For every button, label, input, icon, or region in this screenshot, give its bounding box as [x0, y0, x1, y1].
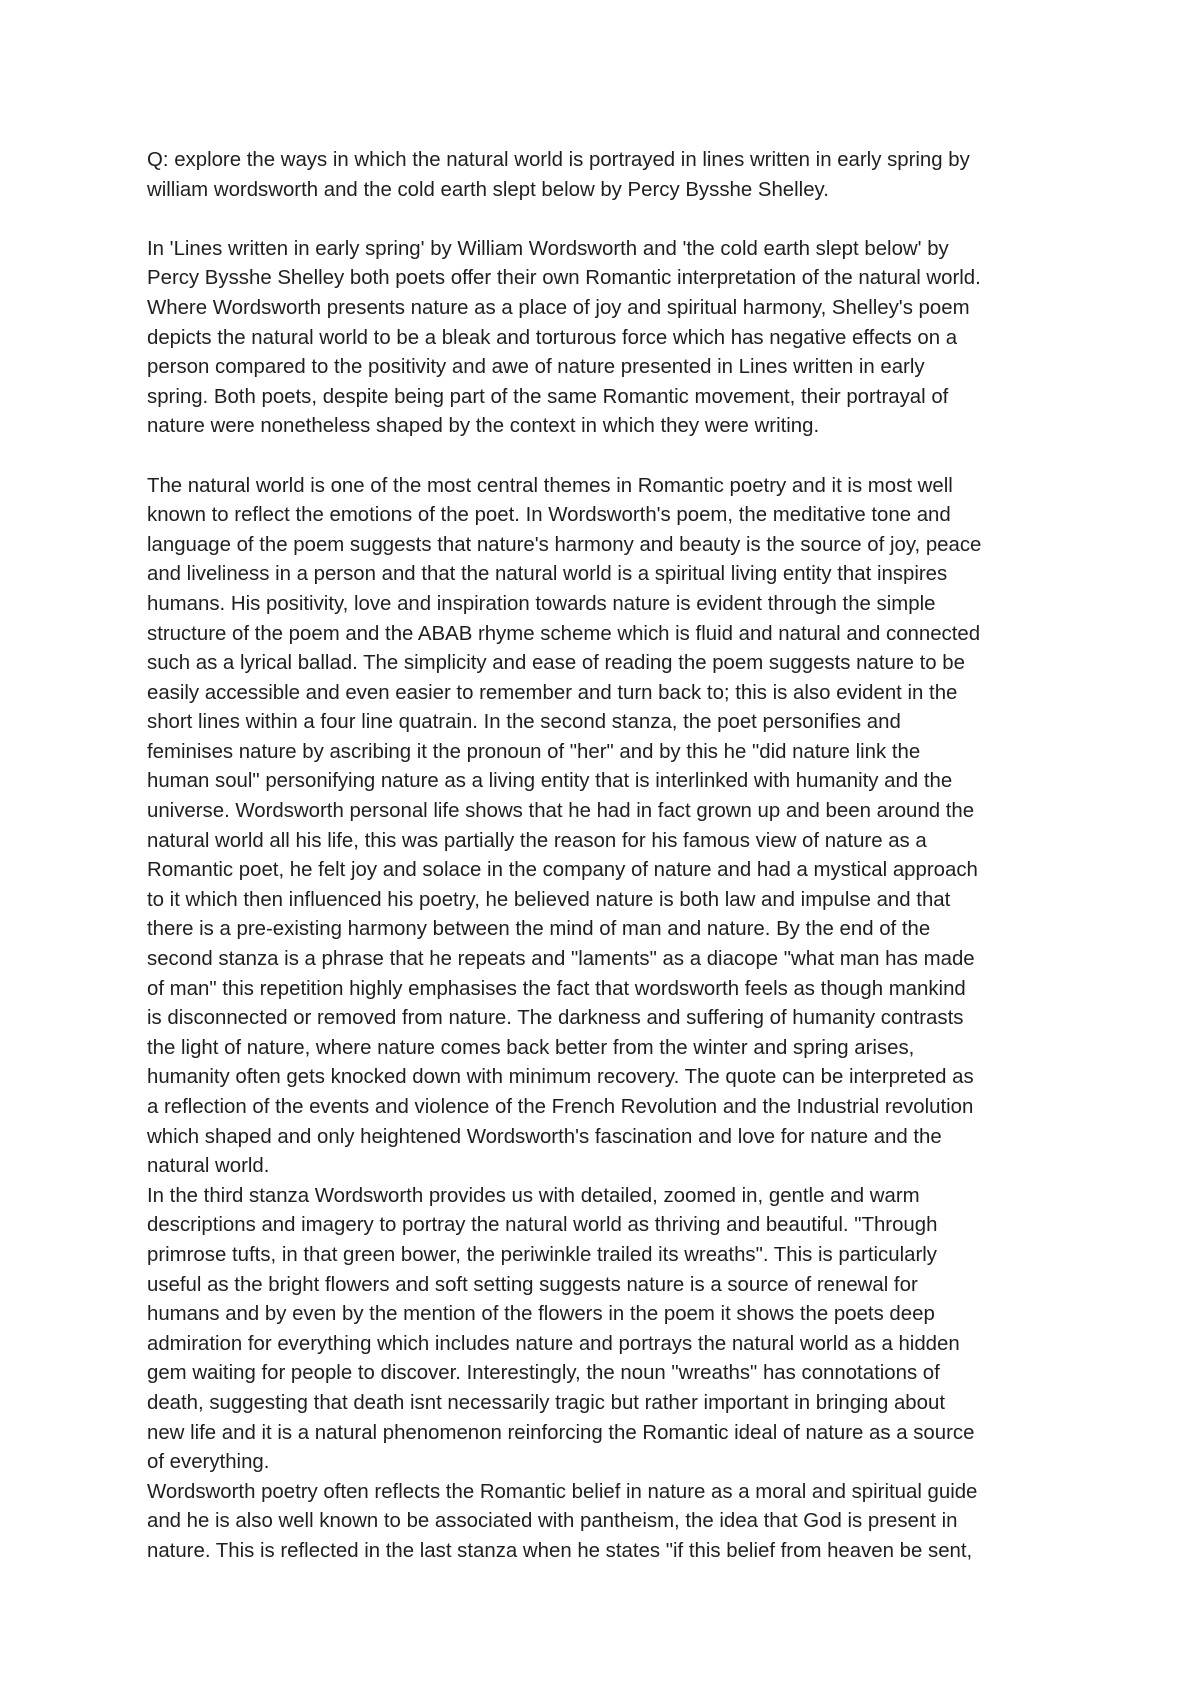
text-line: Wordsworth poetry often reflects the Romantic belief in nature as a moral and spiritual guide	[147, 1480, 978, 1503]
text-line: gem waiting for people to discover. Interestingly, the noun "wreaths" has connotations of	[147, 1362, 940, 1385]
text-line: nature. This is reflected in the last stanza when he states "if this belief from heaven be sent,	[147, 1539, 973, 1562]
text-line: new life and it is a natural phenomenon reinforcing the Romantic ideal of nature as a source	[147, 1421, 975, 1444]
text-line: In 'Lines written in early spring' by William Wordsworth and 'the cold earth slept below' by	[147, 237, 949, 260]
text-line: person compared to the positivity and awe of nature presented in Lines written in early	[147, 356, 925, 379]
text-line: humanity often gets knocked down with minimum recovery. The quote can be interpreted as	[147, 1066, 974, 1089]
text-line: such as a lyrical ballad. The simplicity and ease of reading the poem suggests nature to be	[147, 652, 965, 675]
body-paragraph-third-stanza	[147, 1182, 1067, 1478]
text-line: william wordsworth and the cold earth slept below by Percy Bysshe Shelley.	[147, 178, 829, 201]
text-line: spring. Both poets, despite being part of the same Romantic movement, their portrayal of	[147, 385, 949, 408]
text-line: death, suggesting that death isnt necessarily tragic but rather important in bringing about	[147, 1391, 945, 1414]
text-line: descriptions and imagery to portray the natural world as thriving and beautiful. "Through	[147, 1214, 938, 1237]
text-line: which shaped and only heightened Wordsworth's fascination and love for nature and the	[147, 1125, 942, 1148]
paragraph-spacer	[147, 442, 1067, 472]
text-line: known to reflect the emotions of the poet. In Wordsworth's poem, the meditative tone and	[147, 504, 951, 527]
text-line: nature were nonetheless shaped by the context in which they were writing.	[147, 415, 820, 438]
text-line: there is a pre-existing harmony between the mind of man and nature. By the end of the	[147, 918, 931, 941]
text-line: structure of the poem and the ABAB rhyme scheme which is fluid and natural and connected	[147, 622, 981, 645]
body-paragraph-natural-world	[147, 472, 1067, 1182]
text-line: humans and by even by the mention of the flowers in the poem it shows the poets deep	[147, 1303, 935, 1326]
text-line: human soul" personifying nature as a living entity that is interlinked with humanity and the	[147, 770, 953, 793]
text-line: Where Wordsworth presents nature as a place of joy and spiritual harmony, Shelley's poem	[147, 296, 970, 319]
text-line: Romantic poet, he felt joy and solace in the company of nature and had a mystical approach	[147, 859, 978, 882]
text-line: the light of nature, where nature comes back better from the winter and spring arises,	[147, 1036, 915, 1059]
question-paragraph	[147, 146, 1067, 205]
text-line: and liveliness in a person and that the natural world is a spiritual living entity that inspires	[147, 563, 948, 586]
text-line: primrose tufts, in that green bower, the periwinkle trailed its wreaths". This is particularly	[147, 1243, 937, 1266]
text-line: universe. Wordsworth personal life shows that he had in fact grown up and been around the	[147, 800, 975, 823]
text-line: short lines within a four line quatrain. In the second stanza, the poet personifies and	[147, 711, 901, 734]
text-line: depicts the natural world to be a bleak and torturous force which has negative effects on a	[147, 326, 958, 349]
text-line: and he is also well known to be associated with pantheism, the idea that God is present in	[147, 1510, 958, 1533]
paragraph-spacer	[147, 205, 1067, 235]
document-body	[147, 146, 1067, 1567]
intro-paragraph	[147, 235, 1067, 442]
text-line: of everything.	[147, 1451, 270, 1474]
body-paragraph-pantheism	[147, 1478, 1067, 1567]
text-line: Q: explore the ways in which the natural world is portrayed in lines written in early spring by	[147, 149, 970, 171]
text-line: In the third stanza Wordsworth provides us with detailed, zoomed in, gentle and warm	[147, 1184, 920, 1207]
text-line: humans. His positivity, love and inspiration towards nature is evident through the simple	[147, 592, 936, 615]
text-line: useful as the bright flowers and soft setting suggests nature is a source of renewal for	[147, 1273, 918, 1296]
text-line: of man" this repetition highly emphasises the fact that wordsworth feels as though mankind	[147, 977, 966, 1000]
text-line: language of the poem suggests that nature's harmony and beauty is the source of joy, peace	[147, 533, 982, 556]
text-line: is disconnected or removed from nature. The darkness and suffering of humanity contrasts	[147, 1007, 964, 1030]
text-line: natural world.	[147, 1155, 270, 1178]
text-line: natural world all his life, this was partially the reason for his famous view of nature as a	[147, 829, 927, 852]
text-line: to it which then influenced his poetry, he believed nature is both law and impulse and that	[147, 888, 951, 911]
text-line: feminises nature by ascribing it the pronoun of "her" and by this he "did nature link the	[147, 740, 921, 763]
text-line: admiration for everything which includes nature and portrays the natural world as a hidden	[147, 1332, 960, 1355]
text-line: easily accessible and even easier to remember and turn back to; this is also evident in the	[147, 681, 958, 704]
text-line: a reflection of the events and violence of the French Revolution and the Industrial revolution	[147, 1096, 974, 1118]
text-line: second stanza is a phrase that he repeats and "laments" as a diacope "what man has made	[147, 948, 975, 971]
text-line: Percy Bysshe Shelley both poets offer their own Romantic interpretation of the natural world.	[147, 267, 981, 290]
text-line: The natural world is one of the most central themes in Romantic poetry and it is most well	[147, 474, 953, 497]
